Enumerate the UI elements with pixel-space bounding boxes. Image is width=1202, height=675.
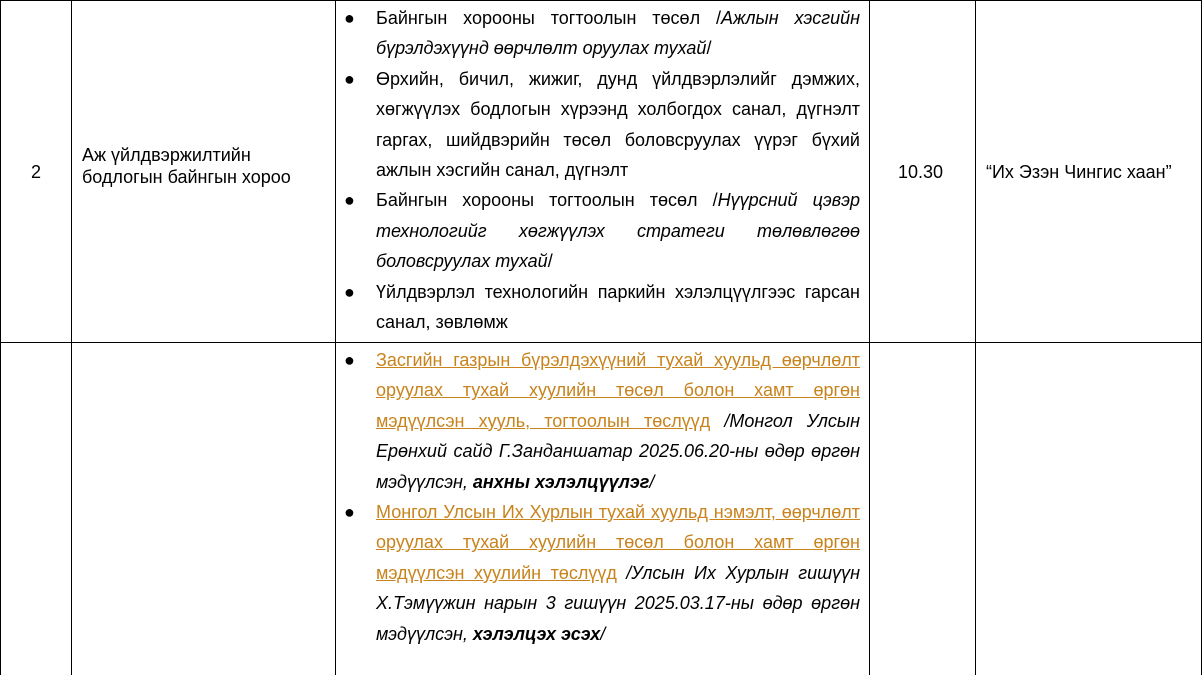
list-item: ● Үйлдвэрлэл технологийн паркийн хэлэлцүүлгээс гарсан санал, зөвлөмж	[336, 277, 860, 338]
bullet-icon: ●	[344, 281, 355, 302]
list-item: ● Монгол Улсын Их Хурлын тухай хуульд нэмэлт, өөрчлөлт оруулах тухай хуулийн төсөл болон хамт өргөн мэдүүлсэн хуулийн төслүүд /Улсын Их Хурлын гишүүн Х.Тэмүүжин нарын 3 гишүүн 2025.03.17-ны өдөр өргөн мэдүүлсэн, хэлэлцэх эсэх/	[336, 497, 860, 649]
agenda-list	[336, 345, 860, 649]
agenda-list	[336, 3, 860, 337]
bill-link[interactable]: Монгол Улсын Их Хурлын тухай хуульд нэмэлт, өөрчлөлт оруулах тухай хуулийн төсөл болон хамт өргөн мэдүүлсэн хуулийн төслүүд	[376, 502, 860, 583]
bullet-icon: ●	[344, 8, 355, 28]
list-item: ● Байнгын хорооны тогтоолын төсөл /Ажлын хэсгийн бүрэлдэхүүнд өөрчлөлт оруулах тухай/	[336, 3, 860, 64]
meeting-location: “Их Эзэн Чингис хаан”	[986, 162, 1172, 182]
table-border-left	[0, 0, 1, 675]
bullet-icon: ●	[344, 68, 355, 89]
list-item: ● Байнгын хорооны тогтоолын төсөл /Нүүрсний цэвэр технологийг хөгжүүлэх стратеги төлөвлөгөө боловсруулах тухай/	[336, 185, 860, 276]
row-divider	[0, 0, 1202, 1]
list-item: ● Засгийн газрын бүрэлдэхүүний тухай хуульд өөрчлөлт оруулах тухай хуулийн төсөл болон хамт өргөн мэдүүлсэн хууль, тогтоолын төслүүд /Монгол Улсын Ерөнхий сайд Г.Занданшатар 2025.06.20-ны өдөр өргөн мэдүүлсэн, анхны хэлэлцүүлэг/	[336, 345, 860, 497]
column-divider	[869, 0, 870, 675]
row-divider	[0, 342, 1202, 343]
list-item: ● Өрхийн, бичил, жижиг, дунд үйлдвэрлэлийг дэмжих, хөгжүүлэх бодлогын хүрээнд холбогдох санал, дүгнэлт гаргах, шийдвэрийн төсөл боловсруулах үүрэг бүхий ажлын хэсгийн санал, дүгнэлт	[336, 64, 860, 186]
committee-name: Аж үйлдвэржилтийн бодлогын байнгын хороо	[82, 145, 291, 187]
bullet-icon: ●	[344, 502, 355, 523]
bullet-icon: ●	[344, 190, 355, 211]
column-divider	[975, 0, 976, 675]
meeting-time: 10.30	[898, 162, 944, 182]
row-number: 2	[31, 162, 42, 182]
bill-link[interactable]: Засгийн газрын бүрэлдэхүүний тухай хуульд өөрчлөлт оруулах тухай хуулийн төсөл болон хамт өргөн мэдүүлсэн хууль, тогтоолын төслүүд	[376, 350, 860, 431]
bullet-icon: ●	[344, 350, 355, 370]
column-divider	[71, 0, 72, 675]
